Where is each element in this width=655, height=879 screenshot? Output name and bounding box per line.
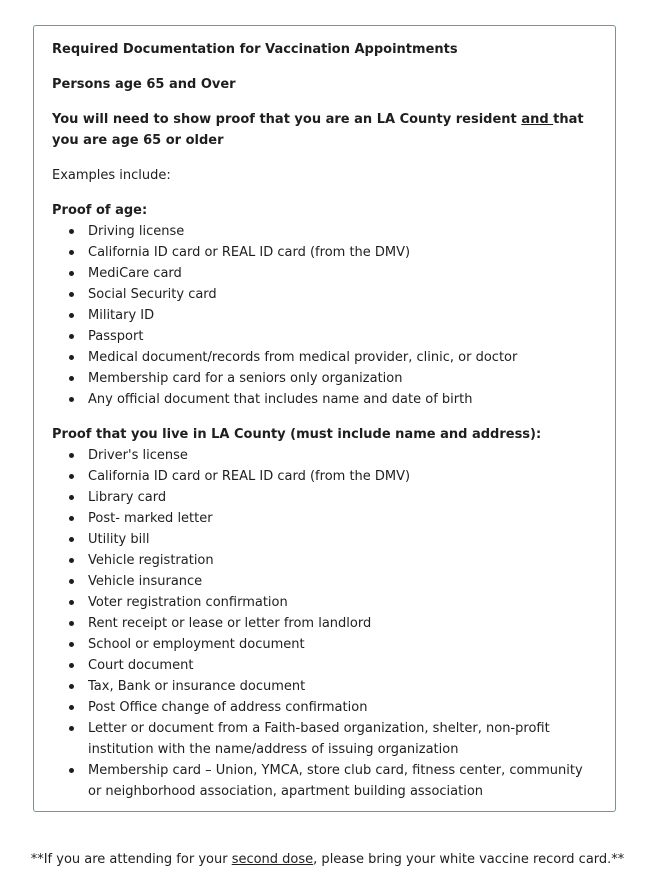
second-dose-link[interactable]: second dose [231,852,314,867]
proof-text-1: You will need to show proof that you are an LA County resident [52,112,522,127]
list-item: Passport [88,326,597,347]
list-item: Membership card for a seniors only organization [88,368,597,389]
list-item: Rent receipt or lease or letter from landlord [88,613,597,634]
box-title: Required Documentation for Vaccination Appointments [52,42,458,57]
examples-label: Examples include: [52,168,171,183]
box-subtitle: Persons age 65 and Over [52,77,236,92]
list-item: Driver's license [88,445,597,466]
list-item: School or employment document [88,634,597,655]
documentation-box [33,25,616,812]
list-item: California ID card or REAL ID card (from the DMV) [88,242,597,263]
list-item: Utility bill [88,529,597,550]
residence-heading: Proof that you live in LA County (must include name and address): [52,427,542,442]
list-item: Military ID [88,305,597,326]
list-item: Driving license [88,221,597,242]
proof-text-2: that you are age 65 or older [52,112,584,148]
list-item: Library card [88,487,597,508]
list-item: Tax, Bank or insurance document [88,676,597,697]
list-item: Vehicle registration [88,550,597,571]
list-item: Voter registration confirmation [88,592,597,613]
list-item: Social Security card [88,284,597,305]
list-item: California ID card or REAL ID card (from the DMV) [88,466,597,487]
footer-text-2: , please bring your white vaccine record card.** [313,852,625,867]
second-dose-note [0,850,655,870]
proof-statement [52,109,597,151]
residence-list [52,445,597,802]
list-item: Letter or document from a Faith-based organization, shelter, non-profit institution with the name/address of issuing organization [88,718,597,760]
proof-and: and [521,112,554,127]
list-item: Post- marked letter [88,508,597,529]
list-item: MediCare card [88,263,597,284]
list-item: Post Office change of address confirmation [88,697,597,718]
list-item: Membership card – Union, YMCA, store club card, fitness center, community or neighborhood association, apartment building association [88,760,597,802]
list-item: Court document [88,655,597,676]
list-item: Medical document/records from medical provider, clinic, or doctor [88,347,597,368]
list-item: Vehicle insurance [88,571,597,592]
age-list [52,221,597,410]
footer-text-1: **If you are attending for your [30,852,232,867]
age-heading: Proof of age: [52,203,148,218]
list-item: Any official document that includes name and date of birth [88,389,597,410]
